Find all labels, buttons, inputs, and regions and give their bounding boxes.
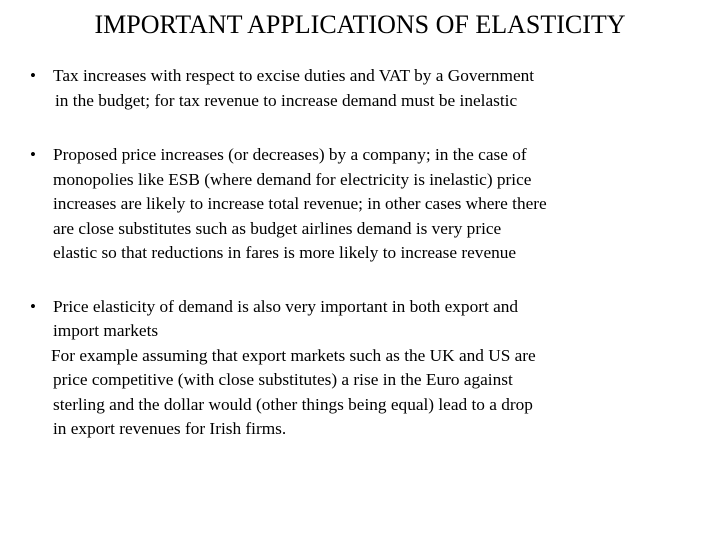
bullet-line: Tax increases with respect to excise duties and VAT by a Government <box>53 66 535 85</box>
bullet-icon: • <box>30 145 36 164</box>
bullet-item-price-increases <box>30 143 670 266</box>
bullet-item-export-import <box>30 295 670 442</box>
bullet-line: are close substitutes such as budget airlines demand is very price <box>53 218 502 238</box>
bullet-line: For example assuming that export markets such as the UK and US are <box>51 345 536 365</box>
bullet-item-tax <box>30 64 670 113</box>
bullet-line: price competitive (with close substitutes) a rise in the Euro against <box>53 370 513 389</box>
bullet-icon: • <box>30 296 36 316</box>
bullet-list <box>30 64 670 442</box>
bullet-line: import markets <box>53 321 159 340</box>
bullet-line: increases are likely to increase total revenue; in other cases where there <box>53 194 547 213</box>
bullet-line: monopolies like ESB (where demand for electricity is inelastic) price <box>53 169 532 189</box>
bullet-line: elastic so that reductions in fares is more likely to increase revenue <box>53 243 517 262</box>
bullet-icon: • <box>30 66 36 85</box>
bullet-line: Proposed price increases (or decreases) by a company; in the case of <box>53 145 527 164</box>
bullet-line: sterling and the dollar would (other things being equal) lead to a drop <box>53 394 533 414</box>
bullet-line: in the budget; for tax revenue to increase demand must be inelastic <box>55 90 518 110</box>
slide-title: IMPORTANT APPLICATIONS OF ELASTICITY <box>94 10 626 39</box>
bullet-line: Price elasticity of demand is also very important in both export and <box>53 296 519 316</box>
bullet-line: in export revenues for Irish firms. <box>53 419 287 438</box>
